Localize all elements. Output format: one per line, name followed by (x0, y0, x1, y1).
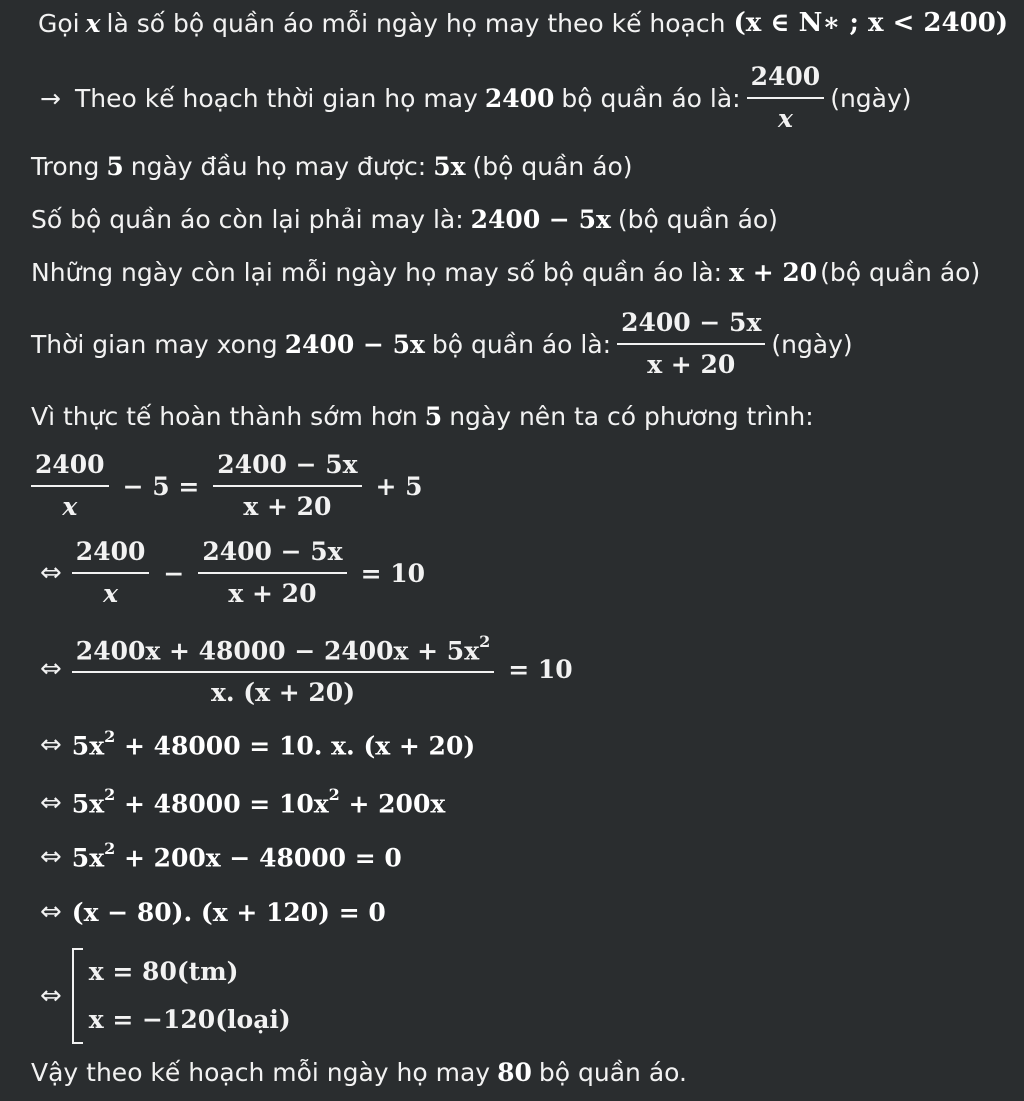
planned-time-unit: (ngày) (830, 83, 912, 113)
equation-step-6 (40, 839, 402, 873)
fraction-bar (72, 671, 494, 673)
fraction-denominator: x (103, 579, 119, 608)
actual-time-fraction (617, 306, 765, 382)
solution-bracket (72, 948, 291, 1044)
first-days-text: Trong (31, 152, 100, 181)
equation-intro-number: 5 (424, 402, 443, 431)
solution-accepted: x = 80(tm) (88, 957, 239, 986)
fraction-denominator: x. (x + 20) (211, 678, 356, 708)
fraction-bar (198, 572, 346, 574)
conclusion-text-2: bộ quần áo. (538, 1058, 687, 1087)
equation-step-3 (40, 628, 581, 710)
equation-expression: $5x^2 + 48000 = 10x^2 + 200x$ (71, 785, 446, 819)
first-days-line (31, 152, 633, 181)
equation-operator: − 5 = (122, 471, 200, 501)
first-days-unit: (bộ quần áo) (472, 152, 633, 181)
equation-step-8 (40, 948, 291, 1044)
remaining-unit: (bộ quần áo) (617, 205, 778, 234)
equation-expression: $5x^2 + 200x - 48000 = 0$ (71, 839, 402, 873)
fraction (72, 628, 494, 710)
fraction-numerator: 2400 − 5x (621, 308, 762, 337)
solution-rejected: x = −120(loại) (88, 1005, 291, 1034)
bracket-line (72, 948, 83, 1044)
iff-icon: ⇔ (40, 788, 62, 819)
equation-step-5 (40, 785, 446, 819)
new-rate-line (31, 258, 980, 287)
first-days-expr: 5x (433, 152, 466, 181)
actual-time-line (31, 306, 853, 382)
new-rate-text: Những ngày còn lại mỗi ngày họ may số bộ quần áo là: (31, 258, 723, 287)
fraction-bar (747, 97, 825, 99)
equation-step-1 (31, 448, 431, 524)
equation-step-7 (40, 897, 386, 927)
definition-condition: (x ∈ N∗ ; x < 2400) (733, 8, 1009, 38)
equation-intro-text: Vì thực tế hoàn thành sớm hơn (31, 402, 418, 431)
fraction (213, 448, 361, 524)
conclusion-number: 80 (497, 1058, 532, 1087)
remaining-expr: 2400 − 5x (470, 205, 611, 234)
actual-time-expr: 2400 − 5x (284, 329, 425, 359)
equation-tail: = 10 (508, 654, 573, 684)
conclusion-text: Vậy theo kế hoạch mỗi ngày họ may (31, 1058, 491, 1087)
equation-intro-text-2: ngày nên ta có phương trình: (449, 402, 814, 431)
actual-time-text-2: bộ quần áo là: (431, 329, 612, 359)
fraction (198, 535, 346, 611)
equation-operator: − (163, 558, 185, 588)
fraction-numerator: $2400x + 48000 - 2400x + 5x^2$ (75, 632, 491, 666)
actual-time-unit: (ngày) (771, 329, 853, 359)
fraction-bar (72, 572, 150, 574)
fraction-bar (617, 343, 765, 345)
iff-icon: ⇔ (40, 842, 62, 873)
arrow-icon: → (40, 83, 61, 113)
new-rate-expr: x + 20 (729, 258, 818, 287)
iff-icon: ⇔ (40, 730, 62, 761)
fraction-denominator: x + 20 (243, 492, 332, 521)
fraction-numerator: 2400 − 5x (217, 450, 358, 479)
equation-step-4 (40, 727, 476, 761)
fraction-numerator: 2400 (35, 450, 105, 479)
fraction-denominator: x (777, 104, 793, 133)
fraction-numerator: 2400 (750, 62, 821, 91)
fraction-numerator: 2400 (75, 537, 146, 566)
equation-expression: (x − 80). (x + 120) = 0 (71, 897, 386, 927)
equation-intro-line (31, 402, 814, 431)
planned-time-line (40, 60, 912, 136)
iff-icon: ⇔ (40, 558, 62, 588)
definition-text-pre: Gọi (38, 8, 80, 38)
remaining-text: Số bộ quần áo còn lại phải may là: (31, 205, 464, 234)
definition-line (38, 8, 1008, 38)
planned-total: 2400 (484, 83, 555, 113)
equation-expression: $5x^2 + 48000 = 10$. x. (x + 20) (71, 727, 476, 761)
definition-text: là số bộ quần áo mỗi ngày họ may theo kế hoạch (106, 8, 726, 38)
fraction-denominator: x + 20 (228, 579, 317, 608)
fraction-denominator: x + 20 (647, 350, 736, 379)
conclusion-line (31, 1058, 687, 1087)
remaining-line (31, 205, 778, 234)
fraction (72, 535, 150, 611)
equation-tail: + 5 (375, 471, 423, 501)
planned-time-text-2: bộ quần áo là: (561, 83, 741, 113)
iff-icon: ⇔ (40, 654, 62, 685)
new-rate-unit: (bộ quần áo) (820, 258, 981, 287)
iff-icon: ⇔ (40, 981, 62, 1011)
actual-time-text: Thời gian may xong (31, 329, 278, 359)
first-days-text-2: ngày đầu họ may được: (130, 152, 427, 181)
planned-time-fraction (747, 60, 825, 136)
equation-step-2 (40, 535, 433, 611)
fraction (31, 448, 109, 524)
first-days-number: 5 (106, 152, 124, 181)
fraction-bar (31, 485, 109, 487)
fraction-numerator: 2400 − 5x (202, 537, 343, 566)
equation-tail: = 10 (360, 558, 426, 588)
iff-icon: ⇔ (40, 897, 62, 927)
fraction-denominator: x (62, 492, 78, 521)
fraction-bar (213, 485, 361, 487)
planned-time-text: Theo kế hoạch thời gian họ may (74, 83, 478, 113)
definition-variable: x (85, 8, 101, 38)
